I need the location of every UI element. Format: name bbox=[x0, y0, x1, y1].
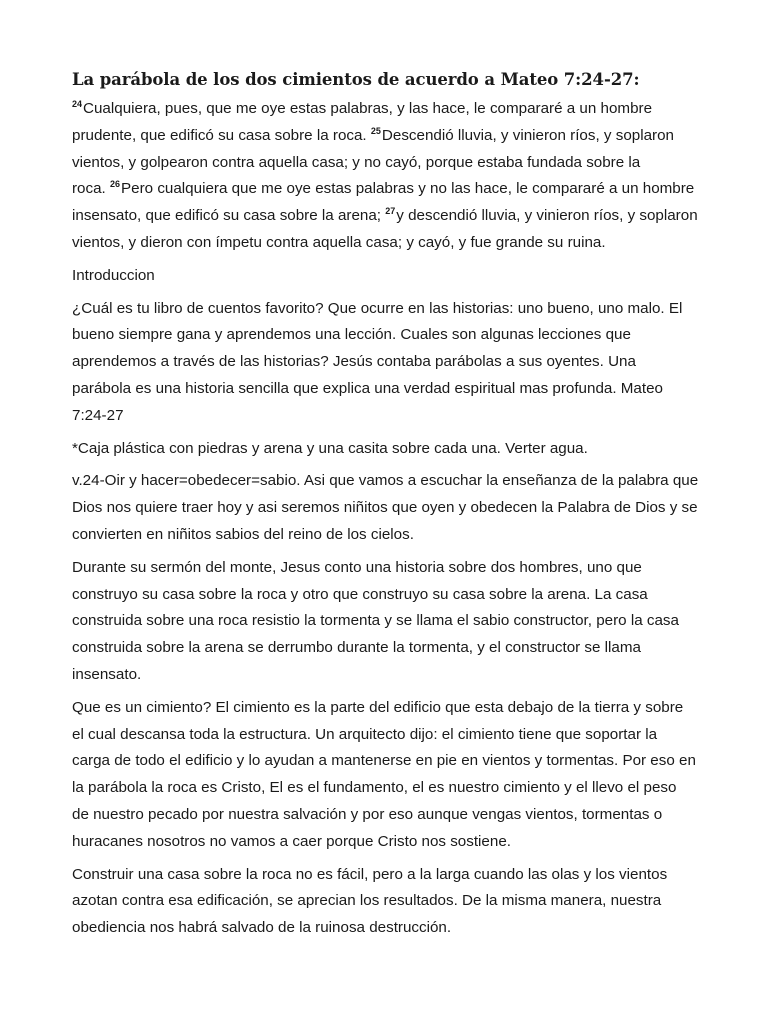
verse-text: Pero cualquiera que me oye estas palabras y no las hace, le compararé a un hombre bbox=[121, 180, 695, 198]
body-paragraphs bbox=[72, 296, 712, 942]
verse-text: roca. bbox=[72, 180, 106, 198]
scripture-line bbox=[72, 96, 712, 123]
paragraph-line: Durante su sermón del monte, Jesus conto una historia sobre dos hombres, uno que bbox=[72, 558, 642, 576]
verse-number: 26 bbox=[110, 179, 121, 190]
verse-text: y descendió lluvia, y vinieron ríos, y soplaron bbox=[396, 207, 698, 225]
paragraph-line: parábola es una historia sencilla que explica una verdad espiritual mas profunda. Mateo bbox=[72, 379, 663, 397]
paragraph-line: la parábola la roca es Cristo, El es el fundamento, el es nuestro cimiento y el llevo el peso bbox=[72, 779, 677, 797]
verse-text: Cualquiera, pues, que me oye estas palabras, y las hace, le compararé a un hombre bbox=[83, 100, 653, 117]
body-paragraph bbox=[72, 862, 712, 942]
paragraph-line: huracanes nosotros no vamos a caer porque Cristo nos sostiene. bbox=[72, 832, 511, 850]
verse-text: prudente, que edificó su casa sobre la roca. bbox=[72, 126, 367, 144]
scripture-passage bbox=[72, 96, 712, 257]
paragraph-line: ¿Cuál es tu libro de cuentos favorito? Que ocurre en las historias: uno bueno, uno malo. El bbox=[72, 299, 683, 317]
body-paragraph bbox=[72, 296, 712, 430]
section-heading-introduccion: Introduccion bbox=[72, 266, 155, 284]
scripture-line bbox=[72, 150, 712, 177]
scripture-line bbox=[72, 123, 712, 150]
paragraph-line: v.24-Oir y hacer=obedecer=sabio. Asi que vamos a escuchar la enseñanza de la palabra que bbox=[72, 472, 699, 490]
paragraph-line: Dios nos quiere traer hoy y asi seremos niñitos que oyen y obedecen la Palabra de Dios y se bbox=[72, 499, 698, 517]
paragraph-line: construida sobre una roca resistio la tormenta y se llama el sabio constructor, pero la casa bbox=[72, 612, 679, 630]
paragraph-line: construyo su casa sobre la roca y otro que construyo su casa sobre la arena. La casa bbox=[72, 585, 648, 603]
paragraph-line: azotan contra esa edificación, se aprecian los resultados. De la misma manera, nuestra bbox=[72, 892, 662, 910]
document-title: La parábola de los dos cimientos de acuerdo a Mateo 7:24-27: bbox=[72, 70, 640, 89]
verse-text: vientos, y dieron con ímpetu contra aquella casa; y cayó, y fue grande su ruina. bbox=[72, 233, 606, 251]
paragraph-line: carga de todo el edificio y lo ayudan a mantenerse en pie en vientos y tormentas. Por eso en bbox=[72, 752, 696, 770]
paragraph-line: 7:24-27 bbox=[72, 406, 124, 424]
paragraph-line: construida sobre la arena se derrumbo durante la tormenta, y el constructor se llama bbox=[72, 639, 641, 657]
paragraph-line: Construir una casa sobre la roca no es fácil, pero a la larga cuando las olas y los vientos bbox=[72, 865, 668, 883]
body-paragraph bbox=[72, 436, 712, 463]
verse-text: Descendió lluvia, y vinieron ríos, y soplaron bbox=[381, 126, 674, 144]
verse-text: insensato, que edificó su casa sobre la arena; bbox=[72, 207, 382, 225]
paragraph-line: Que es un cimiento? El cimiento es la parte del edificio que esta debajo de la tierra y sobre bbox=[72, 698, 684, 716]
document-page bbox=[72, 68, 712, 948]
verse-text: vientos, y golpearon contra aquella casa; y no cayó, porque estaba fundada sobre la bbox=[72, 153, 641, 171]
scripture-line bbox=[72, 203, 712, 230]
paragraph-line: el cual descansa toda la estructura. Un arquitecto dijo: el cimiento tiene que soportar la bbox=[72, 725, 658, 743]
scripture-line bbox=[72, 230, 712, 257]
paragraph-line: insensato. bbox=[72, 665, 142, 683]
verse-number: 24 bbox=[72, 98, 83, 109]
paragraph-line: aprendemos a través de las historias? Jesús contaba parábolas a sus oyentes. Una bbox=[72, 353, 636, 371]
paragraph-line: *Caja plástica con piedras y arena y una casita sobre cada una. Verter agua. bbox=[72, 439, 588, 457]
body-paragraph bbox=[72, 695, 712, 856]
paragraph-line: convierten en niñitos sabios del reino de los cielos. bbox=[72, 525, 414, 543]
paragraph-line: bueno siempre gana y aprendemos una lección. Cuales son algunas lecciones que bbox=[72, 326, 631, 344]
body-paragraph bbox=[72, 468, 712, 548]
scripture-line bbox=[72, 176, 712, 203]
body-paragraph bbox=[72, 555, 712, 689]
paragraph-line: de nuestro pecado por nuestra salvación y por eso aunque vengas vientos, tormentas o bbox=[72, 805, 663, 823]
verse-number: 25 bbox=[370, 125, 381, 136]
paragraph-line: obediencia nos habrá salvado de la ruinosa destrucción. bbox=[72, 919, 452, 937]
verse-number: 27 bbox=[385, 206, 396, 217]
